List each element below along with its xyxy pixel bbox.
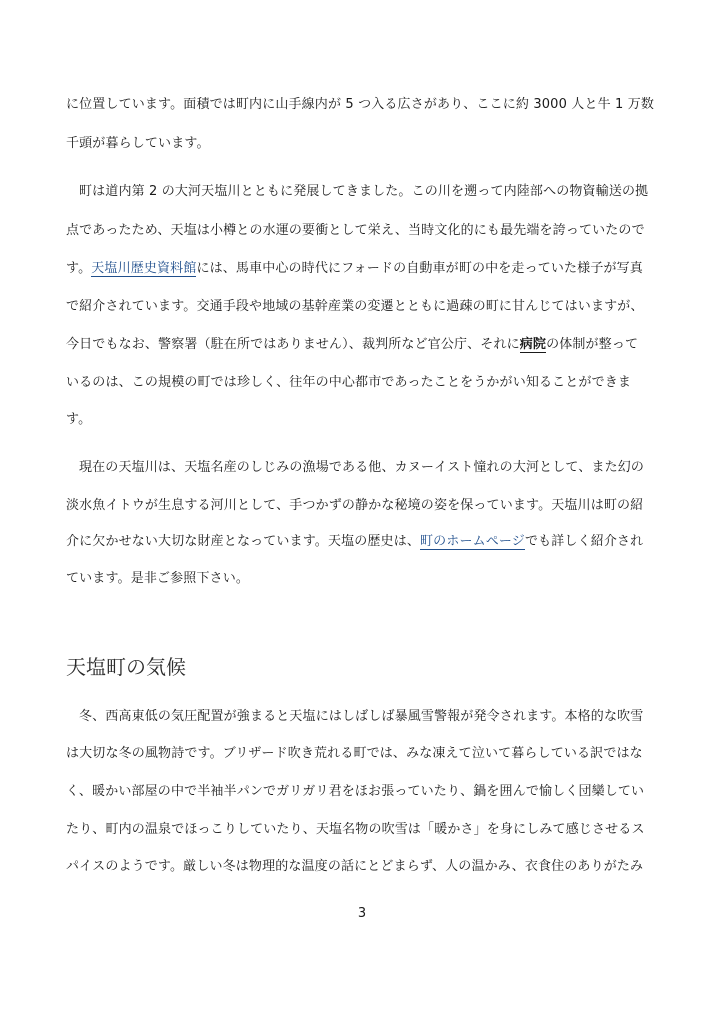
page-number: 3 — [357, 906, 367, 921]
paragraph-3-line-1: 現在の天塩川は、天塩名産のしじみの漁場である他、カヌーイスト憧れの大河として、また幻の — [79, 460, 645, 475]
paragraph-4-line-1: 冬、西高東低の気圧配置が強まると天塩にはしばしば暴風雪警報が発令されます。本格的な吹雪 — [79, 709, 644, 724]
paragraph-4-line-5: パイスのようです。厳しい冬は物理的な温度の話にとどまらず、人の温かみ、衣食住のありがたみ — [66, 859, 644, 874]
paragraph-3-line-2: 淡水魚イトウが生息する河川として、手つかずの静かな秘境の姿を保っています。天塩川は町の紹 — [66, 498, 644, 513]
paragraph-4-line-2: は大切な冬の風物詩です。ブリザード吹き荒れる町では、みな凍えて泣いて暮らしている訳ではな — [66, 746, 643, 761]
paragraph-2-line-3-pre: す。 — [66, 261, 92, 276]
paragraph-2-line-4: で紹介されています。交通手段や地域の基幹産業の変遷とともに過疎の町に甘んじてはいますが、 — [66, 299, 644, 314]
hospital-emphasis: 病院 — [519, 337, 547, 352]
paragraph-2-line-7: す。 — [66, 412, 92, 427]
paragraph-3-line-3-post: でも詳しく紹介され — [524, 534, 644, 549]
paragraph-1-line-1: に位置しています。面積では町内に山手線内が 5 つ入る広さがあり、ここに約 3000 人と牛 1 万数 — [66, 97, 655, 112]
paragraph-2-line-3 — [66, 260, 643, 278]
paragraph-2-line-1: 町は道内第 2 の大河天塩川とともに発展してきました。この川を遡って内陸部への物資輸送の拠 — [79, 184, 649, 199]
paragraph-3-line-4: ています。是非ご参照下さい。 — [66, 571, 250, 586]
paragraph-1-line-2: 千頭が暮らしています。 — [66, 136, 210, 151]
paragraph-2-line-6: いるのは、この規模の町では珍しく、往年の中心都市であったことをうかがい知ることができま — [66, 375, 632, 390]
town-homepage-link[interactable]: 町のホームページ — [420, 534, 525, 549]
paragraph-2-line-2: 点であったため、天塩は小樽との水運の要衝として栄え、当時文化的にも最先端を誇っていたので — [66, 223, 645, 238]
paragraph-2-line-5-post: の体制が整って — [546, 337, 639, 352]
paragraph-4-line-4: たり、町内の温泉でほっこりしていたり、天塩名物の吹雪は「暖かさ」を身にしみて感じさせるス — [66, 822, 645, 837]
paragraph-4-line-3: く、暖かい部屋の中で半袖半パンでガリガリ君をほお張っていたり、鍋を囲んで愉しく団欒してい — [66, 784, 645, 799]
paragraph-2-line-3-post: には、馬車中心の時代にフォードの自動車が町の中を走っていた様子が写真 — [196, 261, 643, 276]
museum-link[interactable]: 天塩川歴史資料館 — [91, 261, 197, 276]
paragraph-2-line-5 — [66, 336, 638, 354]
paragraph-2-line-5-pre: 今日でもなお、警察署（駐在所ではありません）、裁判所など官公庁、それに — [66, 337, 520, 352]
paragraph-3-line-3-pre: 介に欠かせない大切な財産となっています。天塩の歴史は、 — [66, 534, 421, 549]
paragraph-3-line-3 — [66, 533, 643, 551]
section-heading: 天塩町の気候 — [66, 655, 186, 679]
